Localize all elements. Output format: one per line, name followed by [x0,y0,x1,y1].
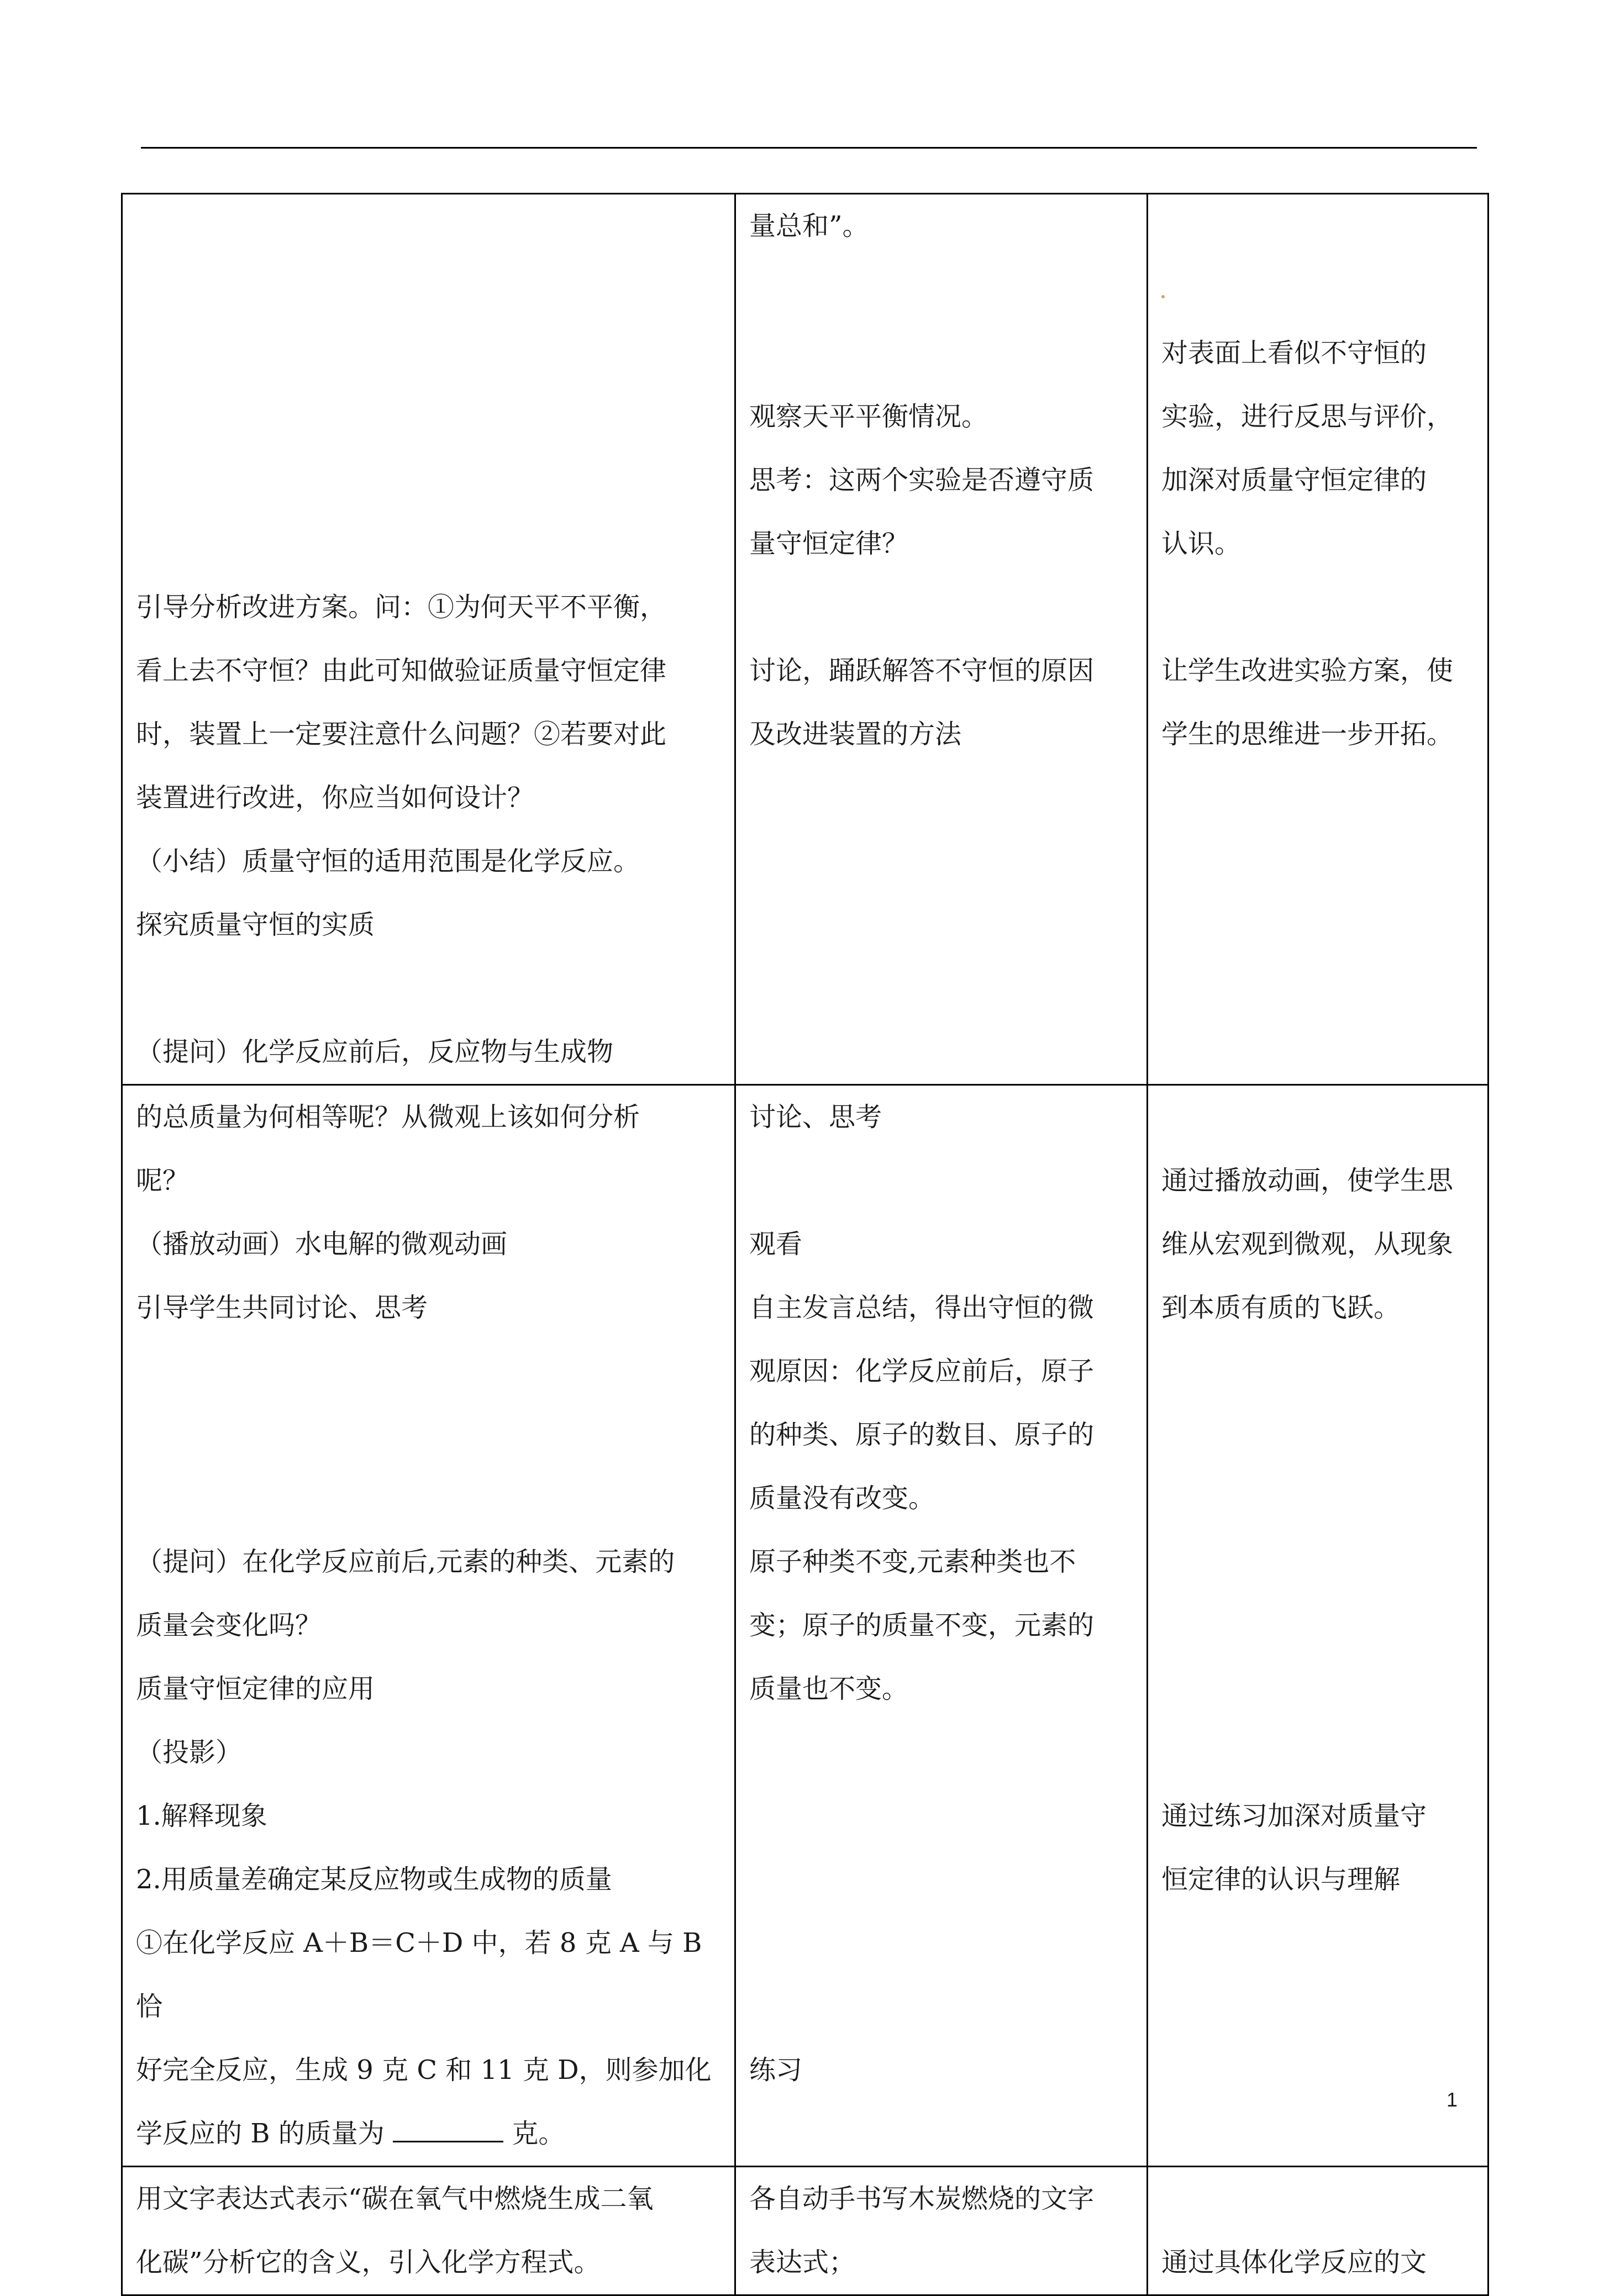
text-line: 化碳”分析它的含义，引入化学方程式。 [136,2247,601,2278]
text-line: 引导分析改进方案。问：①为何天平不平衡， [136,592,667,623]
text-line: 好完全反应，生成 9 克 C 和 11 克 D，则参加化 [136,2055,712,2086]
text-line: 通过练习加深对质量守 [1161,1800,1427,1831]
text-line: 表达式； [749,2247,856,2278]
answer-blank [393,2119,503,2142]
text-line: 维从宏观到微观，从现象 [1161,1229,1454,1260]
text-line: 各自动手书写木炭燃烧的文字 [749,2183,1095,2214]
text-line: 时，装置上一定要注意什么问题？②若要对此 [136,719,667,750]
text-line: 质量没有改变。 [749,1483,935,1514]
stray-dot [1161,295,1165,298]
teacher-activity-cell [122,1085,735,2167]
text-line: 装置进行改进，你应当如何设计？ [136,782,534,813]
text-line: ①在化学反应 A＋B＝C＋D 中，若 8 克 A 与 B 恰 [136,1928,702,2022]
text-line: 思考：这两个实验是否遵守质 [749,465,1095,496]
text-line: 变；原子的质量不变，元素的 [749,1610,1095,1641]
design-intent-cell [1148,2167,1488,2295]
text-line: 讨论、思考 [749,1102,882,1133]
text-line: 探究质量守恒的实质 [136,909,375,940]
text-line: 练习 [749,2055,803,2086]
text-line: 量守恒定律？ [749,528,909,559]
text-line: 质量会变化吗？ [136,1610,322,1641]
page-number: 1 [1446,2088,1458,2111]
question-text: 学反应的 B 的质量为 [136,2118,385,2149]
text-line: 的总质量为何相等呢？从微观上该如何分析 [136,1102,640,1133]
text-line: 观原因：化学反应前后，原子 [749,1356,1095,1387]
text-line: 通过具体化学反应的文 [1161,2247,1427,2278]
text-line: 观察天平平衡情况。 [749,401,988,432]
question-unit: 克。 [512,2118,565,2149]
text-line: 2.用质量差确定某反应物或生成物的质量 [136,1864,612,1895]
text-line: 实验，进行反思与评价， [1161,401,1454,432]
text-line: 讨论，踊跃解答不守恒的原因 [749,655,1095,686]
text-line: 引导学生共同讨论、思考 [136,1292,428,1323]
design-intent-cell [1148,194,1488,1085]
text-line: 对表面上看似不守恒的 [1161,338,1427,368]
table-row [122,2167,1488,2295]
text-line: 认识。 [1161,528,1242,559]
text-line: 1.解释现象 [136,1800,267,1831]
student-activity-cell [735,1085,1148,2167]
text-line: （提问）化学反应前后，反应物与生成物 [136,1036,614,1067]
table-row [122,194,1488,1085]
student-activity-cell [735,194,1148,1085]
text-line: 质量也不变。 [749,1673,909,1704]
text-line: 加深对质量守恒定律的 [1161,465,1427,496]
lesson-plan-table [121,193,1489,2296]
text-line: 质量守恒定律的应用 [136,1673,375,1704]
text-line: 自主发言总结，得出守恒的微 [749,1292,1095,1323]
text-line: 的种类、原子的数目、原子的 [749,1419,1095,1450]
text-line: 量总和”。 [749,210,869,241]
text-line: 学生的思维进一步开拓。 [1161,719,1454,750]
text-line: 让学生改进实验方案，使 [1161,655,1454,686]
table-row [122,1085,1488,2167]
text-line: （小结）质量守恒的适用范围是化学反应。 [136,846,640,877]
text-line: （播放动画）水电解的微观动画 [136,1229,508,1260]
design-intent-cell [1148,1085,1488,2167]
text-line: 呢？ [136,1165,190,1196]
text-line: （投影） [136,1737,243,1768]
teacher-activity-cell [122,194,735,1085]
text-line: 用文字表达式表示“碳在氧气中燃烧生成二氧 [136,2183,654,2214]
text-line: 恒定律的认识与理解 [1161,1864,1401,1895]
text-line: （提问）在化学反应前后,元素的种类、元素的 [136,1546,675,1577]
student-activity-cell [735,2167,1148,2295]
header-rule [141,147,1477,149]
text-line: 观看 [749,1229,803,1260]
text-line: 通过播放动画，使学生思 [1161,1165,1454,1196]
text-line: 原子种类不变,元素种类也不 [749,1546,1076,1577]
text-line: 到本质有质的飞跃。 [1161,1292,1401,1323]
teacher-activity-cell [122,2167,735,2295]
text-line: 及改进装置的方法 [749,719,962,750]
text-line: 看上去不守恒？由此可知做验证质量守恒定律 [136,655,667,686]
